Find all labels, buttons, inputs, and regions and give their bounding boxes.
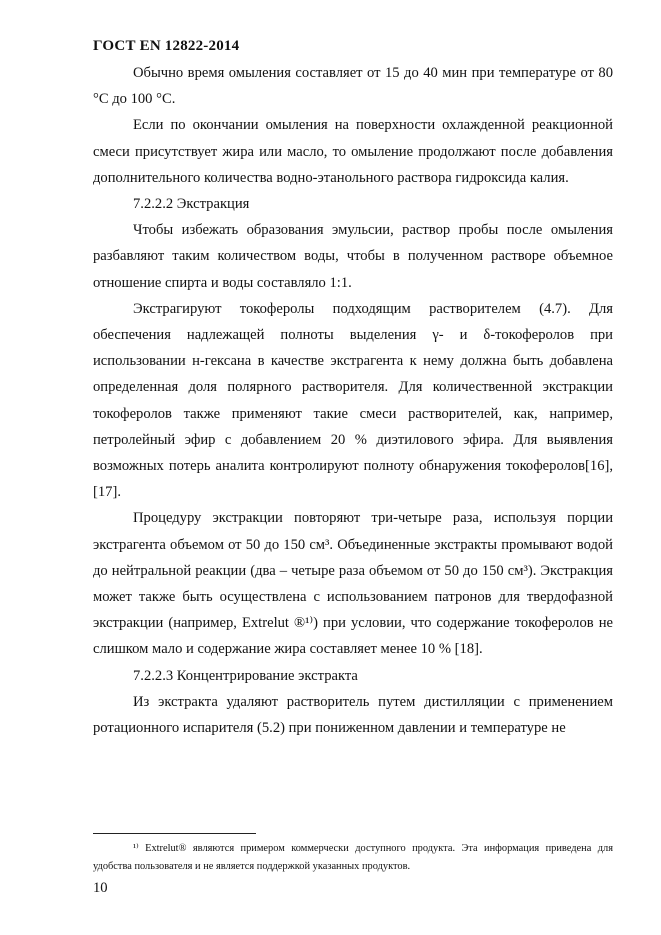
- paragraph-saponification-time: Обычно время омыления составляет от 15 до 40 мин при температуре от 80 °С до 100 °С.: [93, 65, 613, 108]
- paragraph-solvent-removal: Из экстракта удаляют растворитель путем дистилляции с применением ротационного испарителя (5.2) при пониженном давлении и температуре не: [93, 693, 613, 737]
- document-body: [93, 60, 613, 741]
- paragraph-extract-tocopherols: Экстрагируют токоферолы подходящим растворителем (4.7). Для обеспечения надлежащей полноты выделения γ- и δ-токоферолов при использовании н-гексана в качестве экстрагента к нему должна быть добавлена определенная доля полярного растворителя. Для количественной экстракции токоферолов также применяют такие смеси растворителей, как, например, петролейный эфир с добавлением 20 % диэтилового эфира. Для выявления возможных потерь аналита контролируют полноту обнаружения токоферолов[16], [17].: [93, 300, 613, 501]
- section-heading-extraction: 7.2.2.2 Экстракция: [133, 196, 250, 213]
- document-header: ГОСТ EN 12822-2014: [93, 38, 240, 54]
- paragraph-extraction-procedure: Процедуру экстракции повторяют три-четыре раза, используя порции экстрагента объемом от 50 до 150 см³. Объединенные экстракты промывают водой до нейтральной реакции (два – четыре раза объемом от 50 до 150 см³). Экстракция может также быть осуществлена с использованием патронов для твердофазной экстракции (например, Extrelut ®¹⁾) при условии, что содержание токоферолов не слишком мало и содержание жира составляет менее 10 % [18].: [93, 510, 613, 658]
- paragraph-emulsion: Чтобы избежать образования эмульсии, раствор пробы после омыления разбавляют таким количеством воды, чтобы в полученном растворе объемное отношение спирта и воды составляло 1:1.: [93, 222, 613, 291]
- section-heading-concentration: 7.2.2.3 Концентрирование экстракта: [133, 667, 358, 684]
- paragraph-saponification-continue: Если по окончании омыления на поверхности охлажденной реакционной смеси присутствует жира или масло, то омыление продолжают после добавления дополнительного количества водно-этанольного раствора гидроксида калия.: [93, 117, 613, 186]
- page-number: 10: [93, 880, 108, 896]
- footnote-divider: [93, 833, 256, 834]
- footnote: ¹⁾ Extrelut® являются примером коммерчески доступного продукта. Эта информация приведена для удобства пользователя и не является поддержкой указанных продуктов.: [93, 843, 613, 872]
